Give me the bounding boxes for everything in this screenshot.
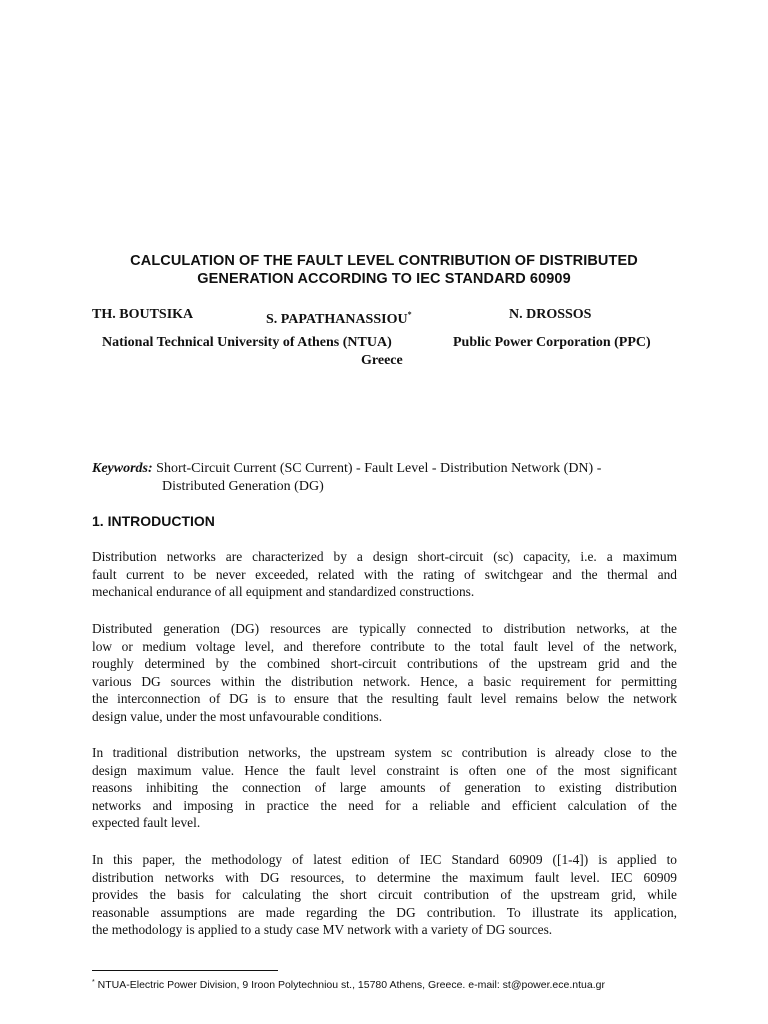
keywords-block	[92, 460, 692, 496]
author-name: N. DROSSOS	[509, 307, 592, 322]
paragraph-3	[92, 744, 677, 832]
paragraph-line: In traditional distribution networks, the upstream system sc contribution is already close to the	[92, 745, 677, 760]
paragraph-line: distribution networks with DG resources, to determine the maximum fault level. IEC 60909	[92, 869, 677, 885]
footnote-text: NTUA-Electric Power Division, 9 Iroon Polytechniou st., 15780 Athens, Greece. e-mail: st@power.ece.ntua.gr	[97, 979, 605, 991]
paragraph-line: fault current to be never exceeded, related with the rating of switchgear and the thermal and	[92, 566, 677, 582]
paragraph-4	[92, 851, 677, 939]
paragraph-line: design maximum value. Hence the fault level constraint is often one of the most significant	[92, 762, 677, 778]
section-heading-introduction: 1. INTRODUCTION	[92, 513, 215, 529]
affiliation-ntua-line-2: Greece	[361, 353, 403, 368]
paragraph-line: the interconnection of DG is to ensure that the resulting fault level remains below the network	[92, 691, 677, 707]
keywords-line-2: Distributed Generation (DG)	[162, 479, 324, 494]
footnote	[92, 979, 692, 991]
paragraph-line: Distribution networks are characterized by a design short-circuit (sc) capacity, i.e. a maximum	[92, 549, 677, 564]
affiliation-ppc: Public Power Corporation (PPC)	[453, 335, 651, 350]
paper-title-line-1: CALCULATION OF THE FAULT LEVEL CONTRIBUTION OF DISTRIBUTED	[130, 253, 638, 269]
paragraph-line: Distributed generation (DG) resources are typically connected to distribution networks, at the	[92, 621, 677, 636]
paper-title	[92, 252, 676, 288]
paragraph-2	[92, 620, 677, 726]
affiliation-ntua-line-1: National Technical University of Athens (NTUA)	[102, 335, 392, 350]
author-name: S. PAPATHANASSIOU	[266, 312, 408, 327]
paragraph-line: design value, under the most unfavourable conditions.	[92, 708, 383, 724]
footnote-mark: *	[92, 979, 95, 986]
paragraph-line: various DG sources within the distribution network. Hence, a basic requirement for permitting	[92, 673, 677, 689]
paragraph-line: reasons inhibiting the connection of large amounts of generation to existing distribution	[92, 780, 677, 796]
paragraph-line: low or medium voltage level, and therefore contribute to the total fault level of the network,	[92, 638, 677, 654]
paragraph-1	[92, 548, 677, 601]
paragraph-line: mechanical endurance of all equipment and standardized constructions.	[92, 584, 475, 600]
author-boutsika	[92, 307, 193, 323]
paragraph-line: provides the basis for calculating the short circuit contribution of the upstream grid, while	[92, 887, 677, 903]
keywords-label: Keywords:	[92, 461, 153, 476]
author-papathanassiou	[266, 310, 412, 328]
author-drossos	[509, 307, 591, 323]
author-name: TH. BOUTSIKA	[92, 307, 194, 322]
paragraph-line: roughly determined by the combined short-circuit contributions of the upstream grid and the	[92, 656, 677, 672]
keywords-line-1: Short-Circuit Current (SC Current) - Fault Level - Distribution Network (DN) -	[156, 461, 602, 476]
corresponding-author-mark: *	[407, 310, 412, 319]
paragraph-line: networks and imposing in practice the need for a reliable and efficient calculation of the	[92, 797, 677, 813]
paragraph-line: the methodology is applied to a study case MV network with a variety of DG sources.	[92, 922, 553, 938]
paragraph-line: reasonable assumptions are made regarding the DG contribution. To illustrate its application,	[92, 904, 677, 920]
paragraph-line: In this paper, the methodology of latest edition of IEC Standard 60909 ([1-4]) is applied to	[92, 852, 677, 867]
paper-title-line-2: GENERATION ACCORDING TO IEC STANDARD 60909	[197, 271, 571, 287]
footnote-divider	[92, 970, 278, 971]
paragraph-line: expected fault level.	[92, 815, 201, 831]
